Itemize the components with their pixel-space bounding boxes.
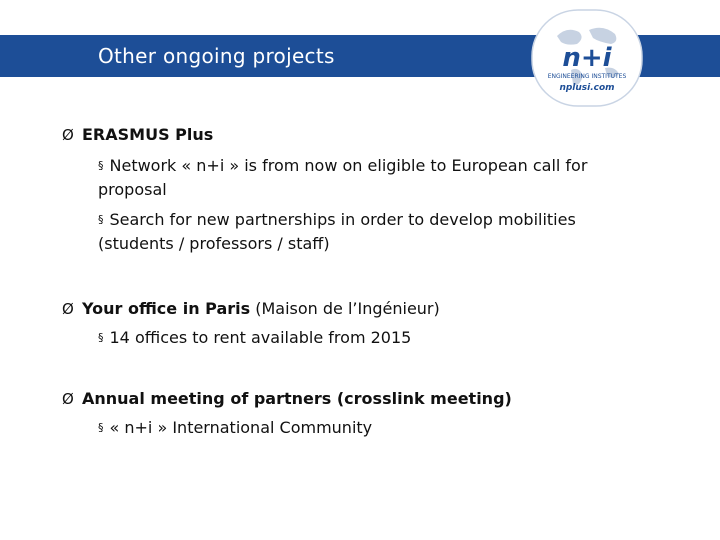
- square-bullet-icon: §: [98, 331, 104, 344]
- square-bullet-icon: §: [98, 421, 104, 434]
- list-item: § Search for new partnerships in order to develop mobilities (students / professors / staff): [98, 210, 576, 253]
- nplusi-logo: [527, 8, 647, 108]
- section-items: [98, 154, 618, 256]
- section-heading: Your office in Paris: [82, 299, 251, 318]
- section-heading-rest: (Maison de l’Ingénieur): [250, 299, 440, 318]
- section-annual-meeting: [62, 388, 622, 410]
- section-items: [98, 416, 618, 440]
- logo-text: n+i: [562, 43, 612, 73]
- section-heading: Annual meeting of partners (crosslink meeting): [82, 389, 512, 408]
- section-erasmus: [62, 124, 622, 146]
- arrow-bullet-icon: Ø: [62, 126, 74, 144]
- logo-url: nplusi.com: [559, 83, 615, 93]
- logo-subtitle: ENGINEERING INSTITUTES: [547, 73, 627, 80]
- list-item: § « n+i » International Community: [98, 418, 373, 437]
- section-items: [98, 326, 618, 350]
- square-bullet-icon: §: [98, 213, 104, 226]
- arrow-bullet-icon: Ø: [62, 390, 74, 408]
- section-heading: ERASMUS Plus: [82, 125, 214, 144]
- list-item: § Network « n+i » is from now on eligible to European call for proposal: [98, 156, 588, 199]
- list-item: § 14 offices to rent available from 2015: [98, 328, 412, 347]
- arrow-bullet-icon: Ø: [62, 300, 74, 318]
- section-paris-office: [62, 298, 622, 320]
- slide-title: Other ongoing projects: [98, 44, 335, 68]
- square-bullet-icon: §: [98, 159, 104, 172]
- slide-content: [62, 124, 622, 440]
